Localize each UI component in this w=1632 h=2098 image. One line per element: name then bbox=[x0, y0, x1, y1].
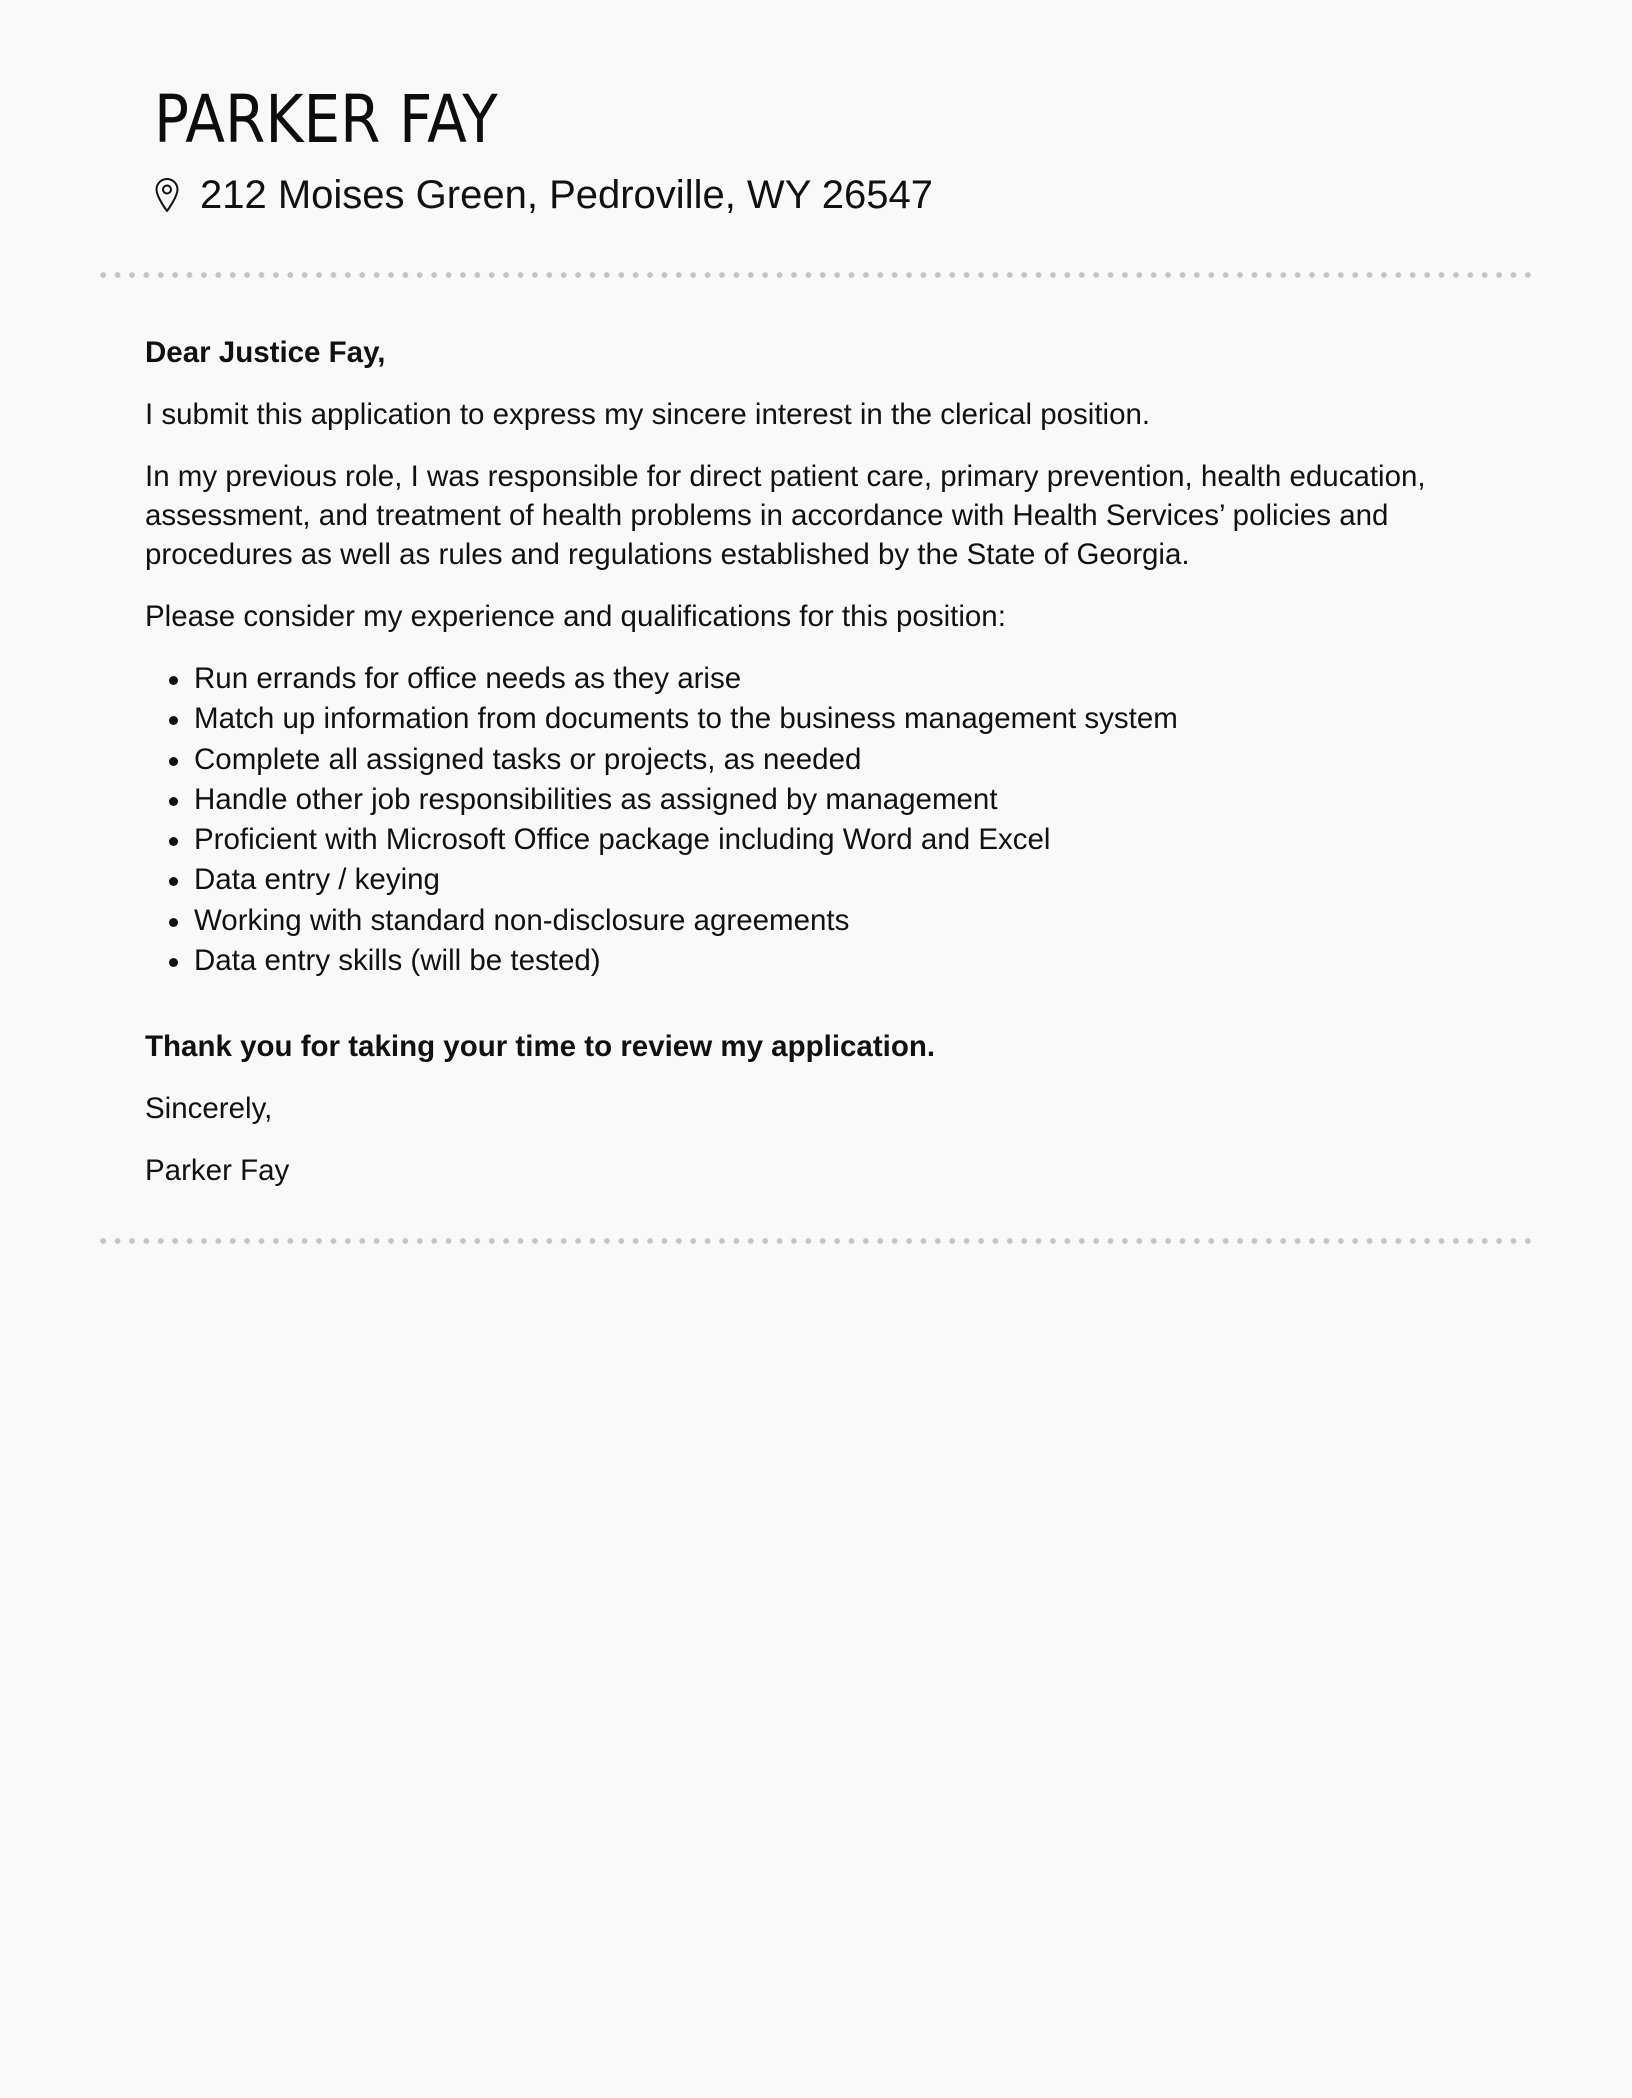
qualifications-list bbox=[145, 659, 1495, 981]
top-dotted-divider bbox=[96, 271, 1536, 279]
bottom-dotted-divider bbox=[96, 1237, 1536, 1245]
signature: Parker Fay bbox=[145, 1154, 290, 1188]
thank-you-line: Thank you for taking your time to review my application. bbox=[145, 1030, 936, 1064]
list-item: Handle other job responsibilities as assigned by management bbox=[145, 780, 1495, 820]
list-item: Run errands for office needs as they arise bbox=[145, 659, 1495, 699]
intro-paragraph: I submit this application to express my sincere interest in the clerical position. bbox=[145, 398, 1151, 431]
letter-body bbox=[145, 333, 1495, 1213]
address-row bbox=[154, 170, 1454, 220]
salutation: Dear Justice Fay, bbox=[145, 336, 386, 369]
list-item: Data entry skills (will be tested) bbox=[145, 941, 1495, 981]
map-pin-icon bbox=[154, 175, 182, 215]
applicant-address: 212 Moises Green, Pedroville, WY 26547 bbox=[200, 173, 933, 217]
applicant-name: PARKER FAY bbox=[154, 81, 498, 158]
letter-header bbox=[154, 78, 1454, 220]
list-item: Match up information from documents to the business management system bbox=[145, 699, 1495, 739]
list-item: Data entry / keying bbox=[145, 860, 1495, 900]
list-item: Proficient with Microsoft Office package including Word and Excel bbox=[145, 820, 1495, 860]
list-item: Working with standard non-disclosure agreements bbox=[145, 901, 1495, 941]
list-item: Complete all assigned tasks or projects, as needed bbox=[145, 740, 1495, 780]
closing: Sincerely, bbox=[145, 1092, 273, 1126]
qualifications-intro: Please consider my experience and qualifications for this position: bbox=[145, 600, 1006, 633]
experience-paragraph: In my previous role, I was responsible for direct patient care, primary prevention, health education, assessment, and treatment of health problems in accordance with Health Services’ policies and procedures as well as rules and regulations established by the State of Georgia. bbox=[145, 460, 1426, 571]
